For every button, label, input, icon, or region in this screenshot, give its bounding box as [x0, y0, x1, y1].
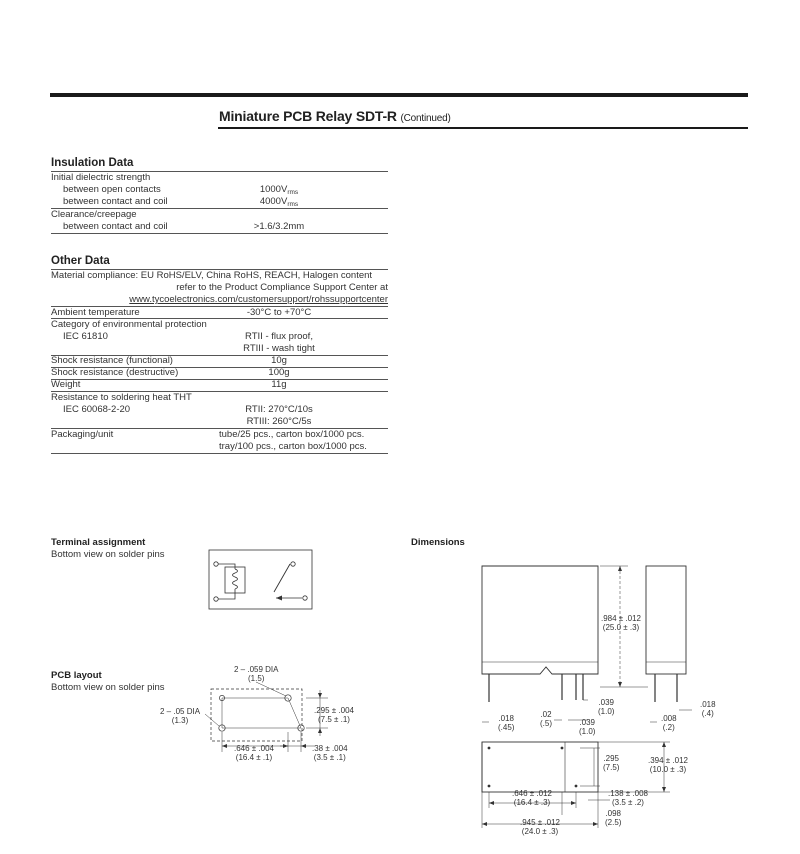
pcb-spacing-label: .38 ± .004 (3.5 ± .1) [312, 744, 348, 762]
row-label: Clearance/creepage [51, 209, 137, 220]
row-value: RTII: 270°C/10s [245, 404, 313, 415]
pcb-height-label: .295 ± .004 (7.5 ± .1) [314, 706, 354, 724]
table-rule [51, 453, 388, 454]
row-label: IEC 61810 [63, 331, 108, 342]
dim-138-label: .138 ± .008 (3.5 ± .2) [608, 789, 648, 807]
table-row [51, 196, 388, 208]
dim-295-label: .295 (7.5) [603, 754, 620, 772]
table-rule [51, 233, 388, 234]
row-label: Category of environmental protection [51, 319, 207, 330]
row-value: RTII - flux proof, [245, 331, 313, 342]
dim-945-label: .945 ± .012 (24.0 ± .3) [520, 818, 560, 836]
row-label: Packaging/unit [51, 429, 114, 440]
table-row [51, 172, 388, 184]
dim-646-label: .646 ± .012 (16.4 ± .3) [512, 789, 552, 807]
pcb-width-label: .646 ± .004 (16.4 ± .1) [234, 744, 274, 762]
dim-039a-label: .039 (1.0) [598, 698, 615, 716]
row-label: Ambient temperature [51, 307, 140, 318]
row-value: 100g [268, 367, 290, 378]
table-row [51, 319, 388, 331]
table-row [51, 294, 388, 306]
row-label: between contact and coil [63, 221, 168, 232]
compliance-text: refer to the Product Compliance Support Center at [176, 282, 388, 293]
dim-039b-label: .039 (1.0) [579, 718, 596, 736]
row-label: Weight [51, 379, 81, 390]
table-row [51, 429, 388, 441]
table-row [51, 355, 388, 367]
row-label: Resistance to soldering heat THT [51, 392, 192, 403]
other-heading: Other Data [51, 255, 110, 267]
row-label: Initial dielectric strength [51, 172, 151, 183]
dim-018b-label: .018 (.4) [700, 700, 716, 718]
title-main: Miniature PCB Relay SDT-R [219, 108, 397, 124]
row-value: >1.6/3.2mm [253, 221, 305, 232]
dim-098-label: .098 (2.5) [605, 809, 622, 827]
pcb-hole-small-label: 2 – .05 DIA (1.3) [160, 707, 201, 725]
row-label: Shock resistance (destructive) [51, 367, 179, 378]
table-row [51, 331, 388, 343]
compliance-link[interactable]: www.tycoelectronics.com/customersupport/rohssupportcenter [129, 294, 388, 305]
table-row [51, 392, 388, 404]
row-value: -30°C to +70°C [246, 307, 312, 318]
table-row [51, 404, 388, 416]
terminal-heading: Terminal assignment [51, 537, 146, 548]
table-row [51, 379, 388, 391]
pcb-hole-large-label: 2 – .059 DIA (1.5) [234, 665, 279, 683]
table-row [51, 270, 388, 282]
table-row [51, 367, 388, 379]
table-row [51, 416, 388, 428]
dim-018-label: .018 (.45) [498, 714, 515, 732]
dim-008-label: .008 (.2) [661, 714, 677, 732]
row-value: RTIII: 260°C/5s [246, 416, 312, 427]
header-rule [50, 93, 748, 97]
row-value: 11g [271, 379, 287, 390]
table-row [51, 221, 388, 233]
dim-02-label: .02 (.5) [540, 710, 552, 728]
row-label: between contact and coil [63, 196, 168, 207]
row-value: tray/100 pcs., carton box/1000 pcs. [219, 441, 367, 452]
table-row [51, 441, 388, 453]
title-continued: (Continued) [400, 113, 451, 124]
table-row [51, 184, 388, 196]
row-label: IEC 60068-2-20 [63, 404, 131, 415]
row-value: $1000V_{rms}$ [259, 184, 299, 196]
pcb-subtitle: Bottom view on solder pins [51, 682, 165, 693]
row-value: $4000V_{rms}$ [259, 196, 299, 208]
title-rule [218, 127, 748, 129]
terminal-subtitle: Bottom view on solder pins [51, 549, 165, 560]
dim-height-label: .984 ± .012 (25.0 ± .3) [601, 614, 641, 632]
pcb-heading: PCB layout [51, 670, 102, 681]
table-row [51, 343, 388, 355]
page-title [219, 108, 451, 124]
dim-394-label: .394 ± .012 (10.0 ± .3) [648, 756, 688, 774]
compliance-text: Material compliance: EU RoHS/ELV, China RoHS, REACH, Halogen content [51, 270, 373, 281]
terminal-schematic [208, 549, 314, 611]
table-row [51, 209, 388, 221]
table-row [51, 282, 388, 294]
row-value: tube/25 pcs., carton box/1000 pcs. [219, 429, 365, 440]
row-value: 10g [271, 355, 287, 366]
row-label: between open contacts [63, 184, 161, 195]
row-value: RTIII - wash tight [243, 343, 315, 354]
insulation-heading: Insulation Data [51, 157, 134, 169]
dimensions-heading: Dimensions [411, 537, 465, 548]
row-label: Shock resistance (functional) [51, 355, 173, 366]
